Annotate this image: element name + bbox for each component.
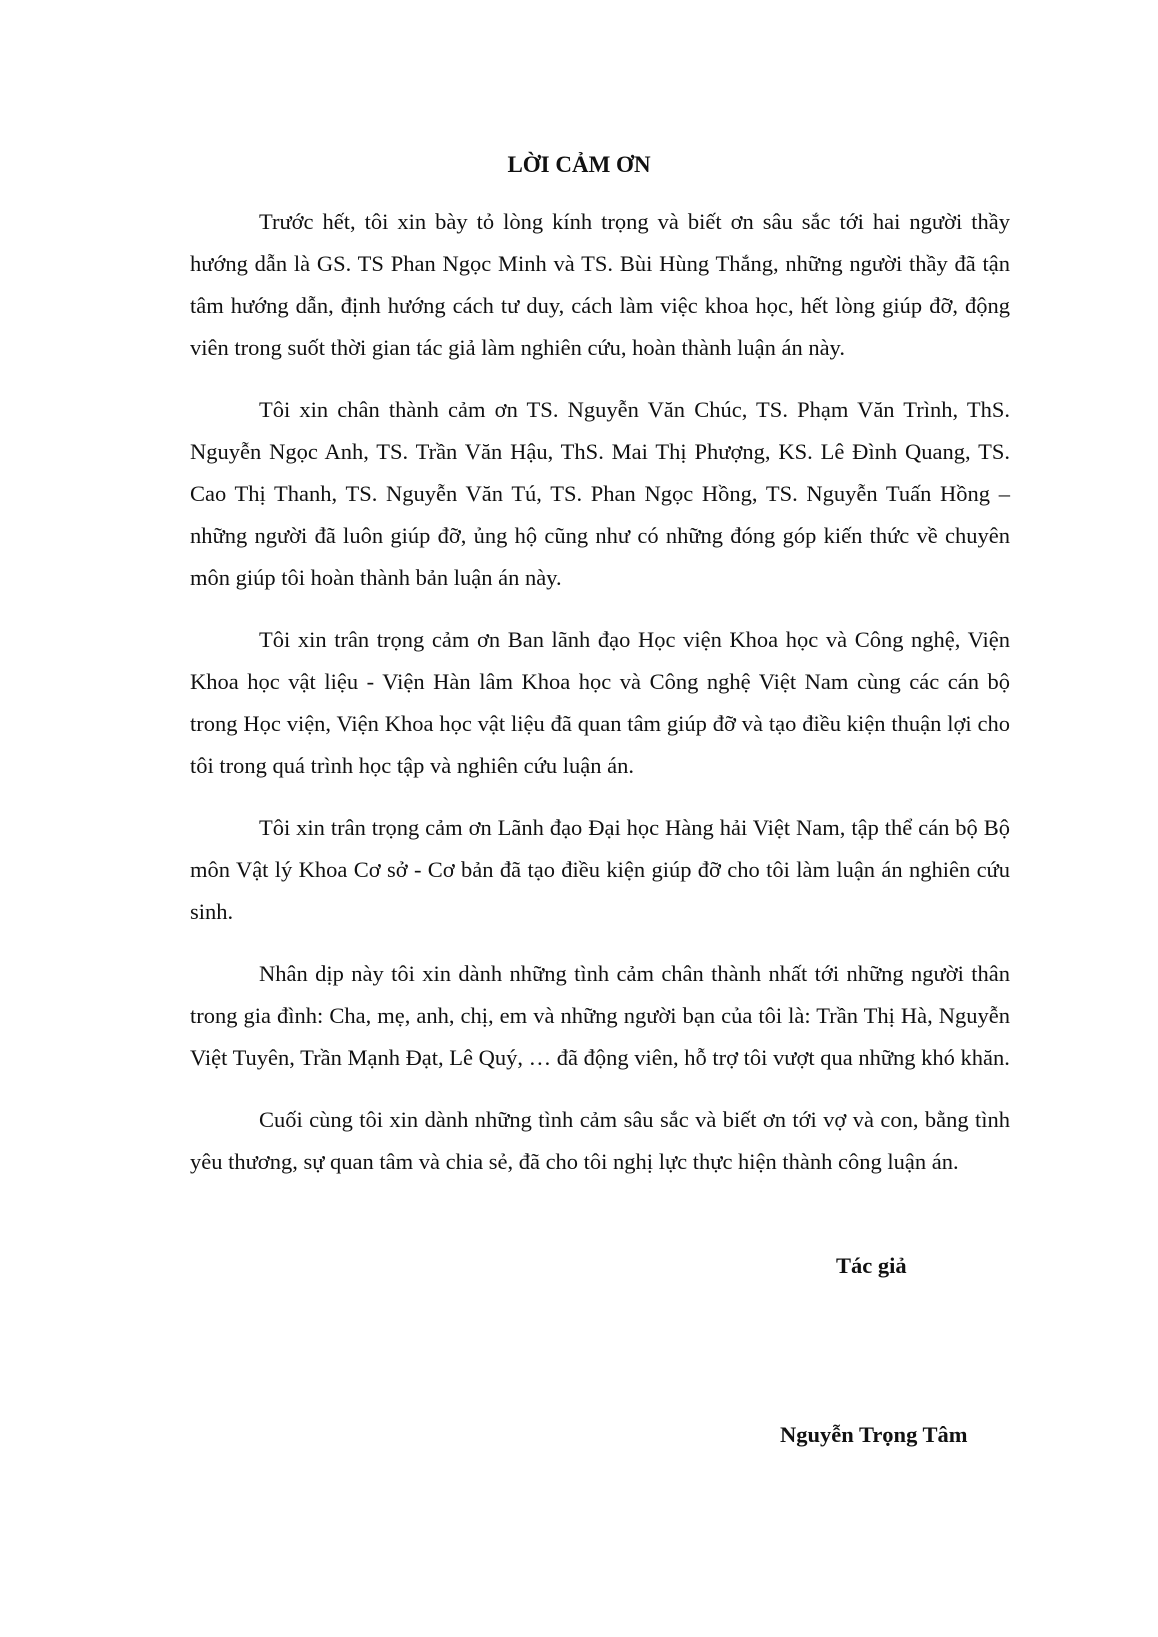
page-title: LỜI CẢM ƠN	[507, 152, 651, 177]
paragraph-3: Tôi xin trân trọng cảm ơn Ban lãnh đạo Học viện Khoa học và Công nghệ, Viện Khoa học vật liệu - Viện Hàn lâm Khoa học và Công nghệ Việt Nam cùng các cán bộ trong Học viện, Viện Khoa học vật liệu đã quan tâm giúp đỡ và tạo điều kiện thuận lợi cho tôi trong quá trình học tập và nghiên cứu luận án.	[190, 627, 1010, 778]
author-label: Tác giả	[836, 1253, 907, 1278]
author-name: Nguyễn Trọng Tâm	[780, 1422, 968, 1447]
paragraph-6: Cuối cùng tôi xin dành những tình cảm sâu sắc và biết ơn tới vợ và con, bằng tình yêu thương, sự quan tâm và chia sẻ, đã cho tôi nghị lực thực hiện thành công luận án.	[190, 1107, 1010, 1174]
paragraph-4: Tôi xin trân trọng cảm ơn Lãnh đạo Đại học Hàng hải Việt Nam, tập thể cán bộ Bộ môn Vật lý Khoa Cơ sở - Cơ bản đã tạo điều kiện giúp đỡ cho tôi làm luận án nghiên cứu sinh.	[190, 815, 1010, 924]
acknowledgement-body	[190, 201, 1010, 1203]
paragraph-2: Tôi xin chân thành cảm ơn TS. Nguyễn Văn Chúc, TS. Phạm Văn Trình, ThS. Nguyễn Ngọc Anh, TS. Trần Văn Hậu, ThS. Mai Thị Phượng, KS. Lê Đình Quang, TS. Cao Thị Thanh, TS. Nguyễn Văn Tú, TS. Phan Ngọc Hồng, TS. Nguyễn Tuấn Hồng – những người đã luôn giúp đỡ, ủng hộ cũng như có những đóng góp kiến thức về chuyên môn giúp tôi hoàn thành bản luận án này.	[190, 397, 1010, 590]
paragraph-1: Trước hết, tôi xin bày tỏ lòng kính trọng và biết ơn sâu sắc tới hai người thầy hướng dẫn là GS. TS Phan Ngọc Minh và TS. Bùi Hùng Thắng, những người thầy đã tận tâm hướng dẫn, định hướng cách tư duy, cách làm việc khoa học, hết lòng giúp đỡ, động viên trong suốt thời gian tác giả làm nghiên cứu, hoàn thành luận án này.	[190, 209, 1010, 360]
paragraph-5: Nhân dịp này tôi xin dành những tình cảm chân thành nhất tới những người thân trong gia đình: Cha, mẹ, anh, chị, em và những người bạn của tôi là: Trần Thị Hà, Nguyễn Việt Tuyên, Trần Mạnh Đạt, Lê Quý, … đã động viên, hỗ trợ tôi vượt qua những khó khăn.	[190, 961, 1010, 1070]
